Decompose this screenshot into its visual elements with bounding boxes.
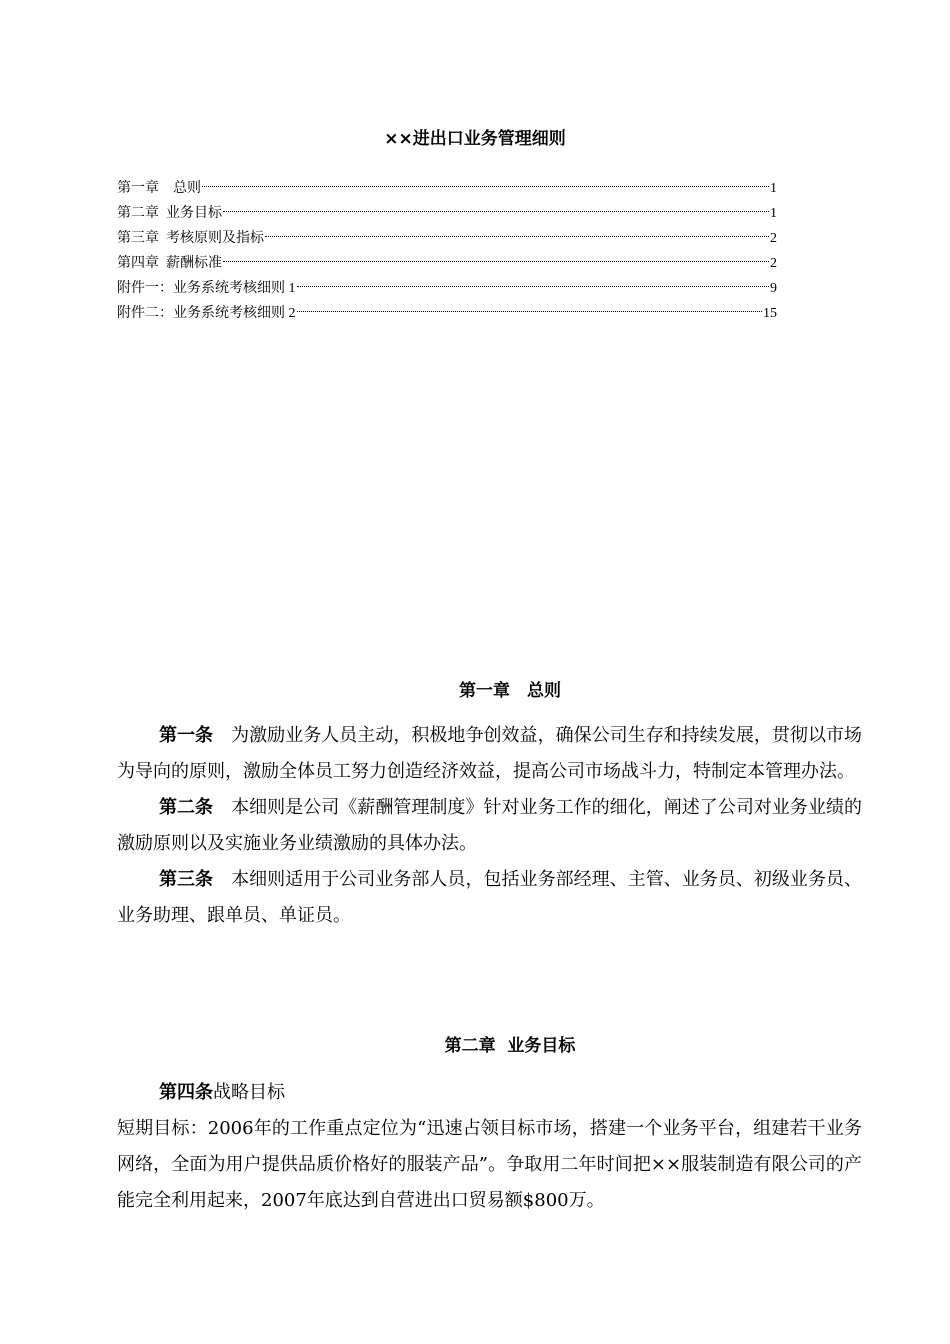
- toc-entry[interactable]: [117, 176, 777, 201]
- chapter-2-title: 第二章 业务目标: [444, 1036, 576, 1056]
- toc-entry-page: 1: [770, 181, 777, 196]
- article-4: [117, 1075, 862, 1111]
- toc-entry-label: 附件二：业务系统考核细则 2: [117, 306, 296, 321]
- toc-entry-page: 1: [770, 206, 777, 221]
- article-3: [117, 862, 862, 934]
- article-text: 本细则是公司《薪酬管理制度》针对业务工作的细化，阐述了公司对业务业绩的激励原则以及实施业务业绩激励的具体办法。: [117, 797, 863, 854]
- chapter-1-title: 第一章 总则: [459, 681, 561, 701]
- table-of-contents: [117, 176, 777, 326]
- chapter-2-body: [117, 1075, 862, 1219]
- toc-entry-page: 2: [770, 256, 777, 271]
- article-label: 第三条: [159, 869, 214, 890]
- toc-entry[interactable]: [117, 301, 777, 326]
- toc-entry-page: 2: [770, 231, 777, 246]
- article-label: 第二条: [159, 797, 214, 818]
- article-text: 为激励业务人员主动，积极地争创效益，确保公司生存和持续发展，贯彻以市场为导向的原则，激励全体员工努力创造经济效益，提高公司市场战斗力，特制定本管理办法。: [117, 725, 863, 782]
- article-text: 本细则适用于公司业务部人员，包括业务部经理、主管、业务员、初级业务员、业务助理、跟单员、单证员。: [117, 869, 863, 926]
- toc-entry[interactable]: [117, 226, 777, 251]
- toc-leader-dots: [265, 236, 769, 237]
- toc-leader-dots: [297, 286, 770, 287]
- toc-entry-label: 第二章 业务目标: [117, 206, 222, 221]
- article-label: 第四条: [159, 1082, 213, 1103]
- article-heading: 战略目标: [213, 1082, 285, 1103]
- article-label: 第一条: [159, 725, 214, 746]
- toc-entry[interactable]: [117, 201, 777, 226]
- toc-entry-label: 第四章 薪酬标准: [117, 256, 222, 271]
- article-2: [117, 790, 862, 862]
- toc-leader-dots: [297, 311, 763, 312]
- toc-entry-page: 15: [763, 306, 777, 321]
- toc-entry[interactable]: [117, 251, 777, 276]
- toc-entry-label: 第三章 考核原则及指标: [117, 231, 264, 246]
- document-title: ××进出口业务管理细则: [384, 129, 566, 149]
- toc-leader-dots: [202, 186, 769, 187]
- toc-entry-page: 9: [770, 281, 777, 296]
- toc-entry-label: 第一章 总则: [117, 181, 201, 196]
- toc-leader-dots: [223, 211, 769, 212]
- article-1: [117, 718, 862, 790]
- chapter-1-body: [117, 718, 862, 934]
- toc-entry-label: 附件一：业务系统考核细则 1: [117, 281, 296, 296]
- short-term-goal: 短期目标：2006年的工作重点定位为“迅速占领目标市场，搭建一个业务平台，组建若干业务网络，全面为用户提供品质价格好的服装产品”。争取用二年时间把××服装制造有限公司的产能完全利用起来，2007年底达到自营进出口贸易额$800万。: [117, 1118, 862, 1211]
- toc-entry[interactable]: [117, 276, 777, 301]
- toc-leader-dots: [223, 261, 769, 262]
